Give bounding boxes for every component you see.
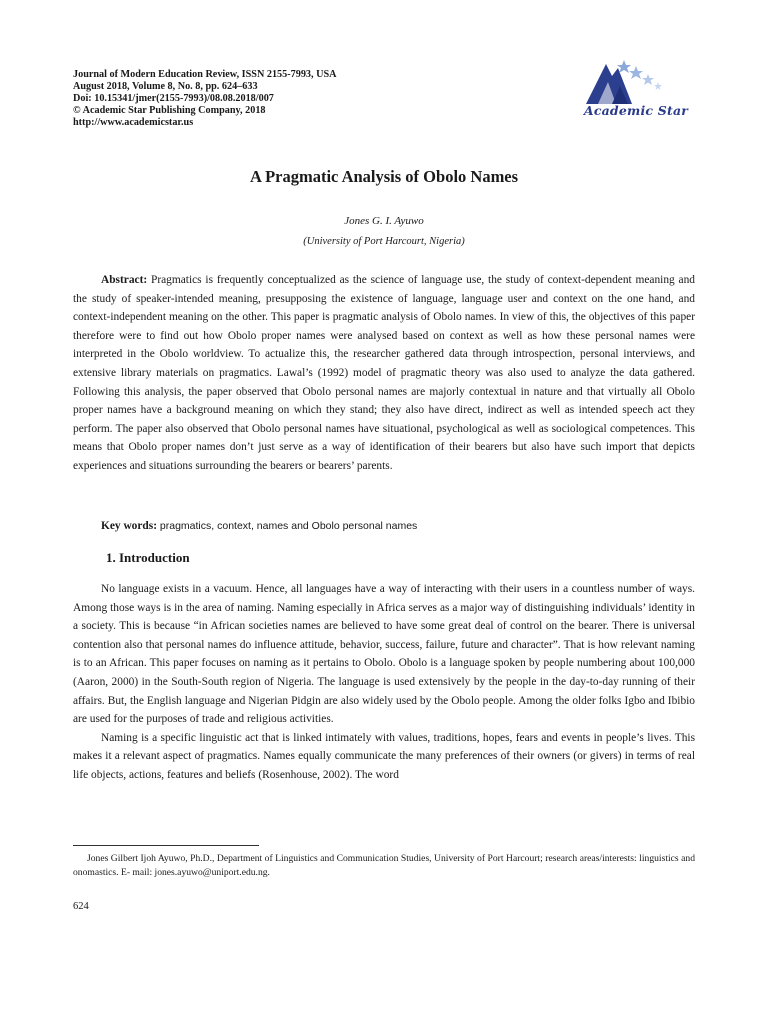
journal-header (73, 69, 493, 129)
intro-paragraph: Naming is a specific linguistic act that is linked intimately with values, traditions, hopes, fears and events in people’s lives. This makes it a relevant aspect of pragmatics. Names equally communicate the many preferences of their owners (or givers) in terms of real life objects, actions, features and beliefs (Rosenhouse, 2002). The word (73, 731, 695, 781)
keywords-block (73, 517, 695, 536)
intro-paragraph: No language exists in a vacuum. Hence, all languages have a way of interacting with their users in a countless number of ways. Among those ways is in the area of naming. Naming especially in Africa serves as a major way of distinguishing individuals’ identity in a society. This is because “in African societies names are believed to have some great deal of control on the bearer. There is universal contention also that personal names do influence attitude, behavior, success, failure, future and character”. That is how relevant naming is to an African. This paper focuses on naming as it pertains to Obolo. Obolo is a language spoken by people numbering about 100,000 (Aaron, 2000) in the South-South region of Nigeria. The language is used extensively by the people in the day-to-day running of their affairs. But, the English language and Nigerian Pidgin are also widely used by the Obolo people. Among the older folks Igbo and Ibibio are used for the purposes of trade and religious activities. (73, 583, 695, 726)
logo-wordmark: Academic Star (583, 103, 689, 118)
page-number: 624 (73, 901, 89, 912)
academic-star-logo (572, 56, 700, 126)
issue-line: August 2018, Volume 8, No. 8, pp. 624–633 (73, 81, 258, 92)
section-heading: 1. Introduction (106, 550, 190, 565)
doi-line: Doi: 10.15341/jmer(2155-7993)/08.08.2018/007 (73, 93, 274, 104)
abstract-block (73, 271, 695, 476)
copyright-line: © Academic Star Publishing Company, 2018 (73, 105, 266, 116)
keywords-label: Key words: (101, 520, 157, 532)
footnote-divider (73, 845, 259, 846)
abstract-label: Abstract: (101, 274, 148, 286)
keywords-text: pragmatics, context, names and Obolo personal names (157, 520, 418, 532)
abstract-text: Pragmatics is frequently conceptualized as the science of language use, the study of context-dependent meaning and the study of speaker-intended meaning, presupposing the existence of language, language user and context on the one hand, and context-independent meaning on the other. This paper is pragmatic analysis of Obolo names. In view of this, the objectives of this paper therefore were to find out how Obolo proper names were analysed based on context as well as how these personal names were interpreted in the Obolo worldview. To actualize this, the researcher gathered data through introspection, personal interviews, and extensive library materials on pragmatics. Lawal’s (1992) model of pragmatic theory was also used to analyze the data gathered. Following this analysis, the paper observed that Obolo personal names are majorly contextual in nature and that virtually all Obolo proper names have a background meaning on which they stand; they also have direct, indirect as well as intended speech act they perform. The paper also observed that Obolo personal names have situational, psychological as well as sociological competences. This means that Obolo proper names don’t just serve as a way of identification of their bearers but also have such import that depicts experiences and situations surrounding the bearers or bearers’ parents. (73, 274, 695, 472)
introduction-body (73, 580, 695, 785)
author-affiliation: (University of Port Harcourt, Nigeria) (303, 236, 465, 247)
author-name: Jones G. I. Ayuwo (344, 215, 424, 227)
star-logo-icon (572, 56, 700, 106)
journal-line: Journal of Modern Education Review, ISSN 2155-7993, USA (73, 69, 337, 80)
paper-title: A Pragmatic Analysis of Obolo Names (249, 167, 519, 186)
website-line: http://www.academicstar.us (73, 117, 194, 128)
author-footnote: Jones Gilbert Ijoh Ayuwo, Ph.D., Department of Linguistics and Communication Studies, University of Port Harcourt; research areas/interests: linguistics and onomastics. E- mail: jones.ayuwo@uniport.edu.ng. (73, 853, 695, 878)
